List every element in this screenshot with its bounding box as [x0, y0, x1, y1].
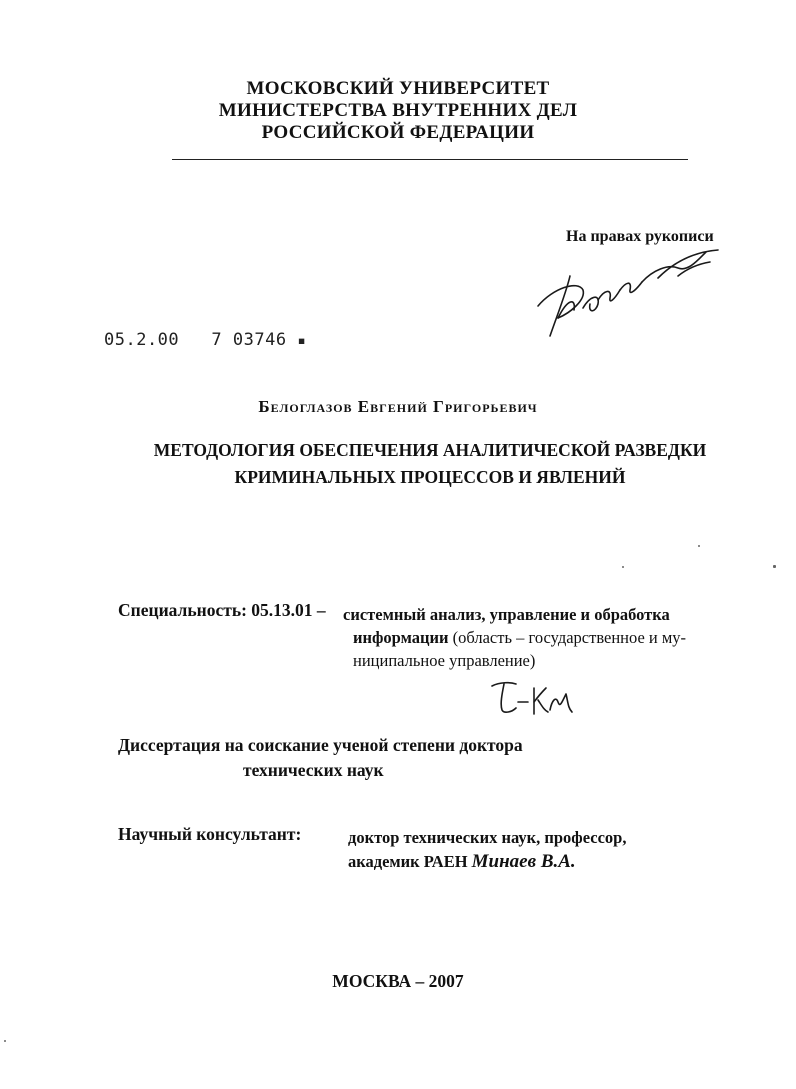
consultant-name: Минаев В.А.: [471, 851, 576, 872]
specialty-text-line-2: [343, 626, 743, 649]
specialty-label: [118, 600, 326, 621]
catalog-dot-icon: ▪: [297, 333, 307, 349]
specialty-code: 05.13.01: [251, 600, 313, 620]
dissertation-title: [120, 437, 740, 491]
institution-line-1: МОСКОВСКИЙ УНИВЕРСИТЕТ: [246, 78, 550, 99]
title-line-1: МЕТОДОЛОГИЯ ОБЕСПЕЧЕНИЯ АНАЛИТИЧЕСКОЙ РАЗВЕДКИ: [153, 440, 707, 460]
consultant-title: академик РАЕН: [348, 852, 468, 871]
scan-speck: [773, 565, 776, 568]
institution-line-3: РОССИЙСКОЙ ФЕДЕРАЦИИ: [261, 122, 535, 143]
scan-speck: [622, 566, 624, 568]
catalog-code: [104, 330, 306, 350]
dissertation-degree: [118, 733, 523, 783]
degree-line-1: Диссертация на соискание ученой степени доктора: [118, 735, 523, 755]
city-year: МОСКВА – 2007: [332, 971, 464, 991]
consultant-line-2: [348, 850, 626, 874]
scan-speck: [698, 545, 700, 547]
consultant-line-1: доктор технических наук, профессор,: [348, 828, 627, 847]
consultant-label: Научный консультант:: [118, 824, 302, 844]
catalog-code-prefix: 05.2.00: [104, 330, 180, 350]
catalog-code-number: 7 03746: [211, 330, 287, 350]
rights-note: На правах рукописи: [566, 228, 714, 245]
degree-line-2: технических наук: [243, 760, 384, 780]
specialty-text-bold-2: информации: [353, 628, 449, 647]
title-line-2: КРИМИНАЛЬНЫХ ПРОЦЕССОВ И ЯВЛЕНИЙ: [234, 467, 626, 487]
handwritten-signature: [528, 238, 738, 348]
specialty-dash: –: [316, 600, 326, 620]
header-divider: [172, 159, 688, 160]
author-name: Белоглазов Евгений Григорьевич: [258, 397, 538, 416]
handwritten-initials: [488, 672, 588, 722]
specialty-label-text: Специальность:: [118, 600, 247, 620]
specialty-text-regular-2: (область – государственное и му-: [452, 628, 687, 647]
institution-line-2: МИНИСТЕРСТВА ВНУТРЕННИХ ДЕЛ: [218, 100, 578, 121]
specialty-text-line-3: ниципальное управление): [353, 651, 536, 670]
consultant-details: [348, 826, 626, 874]
specialty-text-line-1: системный анализ, управление и обработка: [343, 605, 670, 624]
institution-header: [0, 78, 796, 144]
specialty-description: [343, 603, 743, 672]
scan-speck: [4, 1040, 6, 1042]
